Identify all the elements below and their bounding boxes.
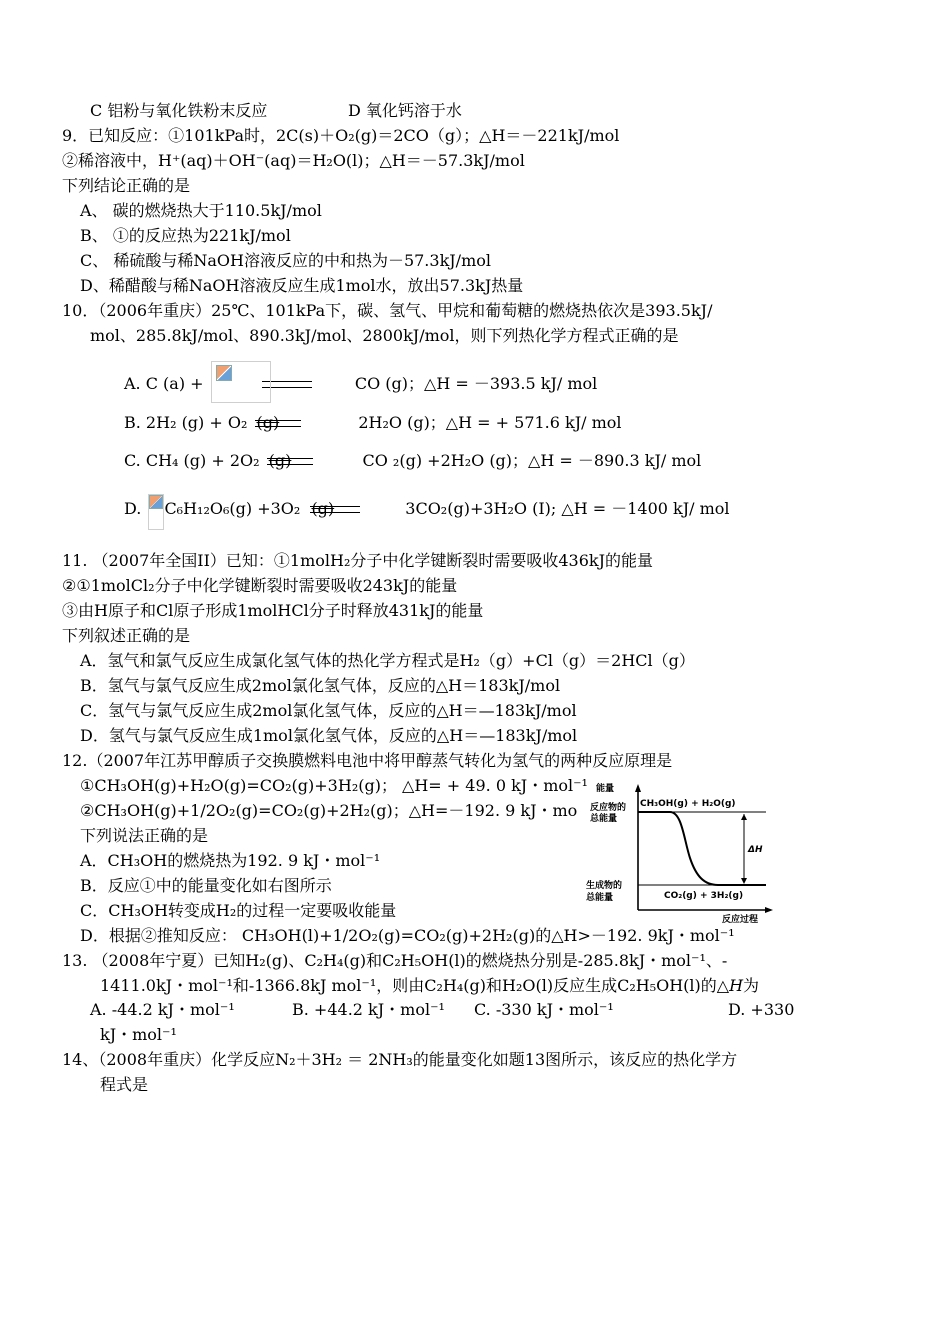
q9-stem-line1: 9．已知反应：①101kPa时，2C(s)＋O₂(g)＝2CO（g）；△H＝－221kJ/mol (62, 126, 620, 145)
q10-b-right: 2H₂O (g)；△H = + 571.6 kJ/ mol (358, 413, 622, 432)
q10-stem-line2: mol、285.8kJ/mol、890.3kJ/mol、2800kJ/mol，则下列热化学方程式正确的是 (90, 326, 679, 345)
broken-image-icon (148, 494, 164, 530)
delta-h-arrowhead-bottom (741, 878, 747, 884)
q13-option-d: D. +330 (728, 1000, 795, 1019)
q12-stem-line1: 12.（2007年江苏甲醇质子交换膜燃料电池中将甲醇蒸气转化为氢气的两种反应原理是 (62, 751, 673, 770)
q12-option-a: A．CH₃OH的燃烧热为192. 9 kJ・mol⁻¹ (80, 851, 381, 870)
q9-prompt: 下列结论正确的是 (62, 176, 191, 195)
reactant-species: CH₃OH(g) + H₂O(g) (640, 799, 736, 809)
reaction-equals-sign (310, 506, 360, 513)
broken-image-icon (211, 361, 271, 403)
q13-stem-line2 (100, 976, 759, 996)
q13-option-a: A. -44.2 kJ・mol⁻¹ (90, 1000, 235, 1019)
q12-option-b: B．反应①中的能量变化如右图所示 (80, 876, 332, 895)
q13-stem-line1: 13. （2008年宁夏）已知H₂(g)、C₂H₄(g)和C₂H₅OH(l)的燃烧热分别是-285.8kJ・mol⁻¹、- (62, 951, 728, 970)
q10-option-c (124, 451, 701, 471)
q14-stem-line1: 14、（2008年重庆）化学反应N₂＋3H₂ ＝ 2NH₃的能量变化如题13图所示，该反应的热化学方 (62, 1050, 738, 1069)
reactant-label-2: 总能量 (590, 814, 618, 824)
y-axis-label: 能量 (596, 784, 615, 794)
delta-h-arrowhead-top (741, 814, 747, 820)
y-axis-arrow (635, 784, 641, 792)
q10-stem-line1: 10．（2006年重庆）25℃、101kPa下，碳、氢气、甲烷和葡萄糖的燃烧热依次是393.5kJ/ (62, 301, 713, 320)
delta-h-label: ΔH (748, 845, 763, 855)
q9-option-c: C、 稀硫酸与稀NaOH溶液反应的中和热为－57.3kJ/mol (80, 251, 491, 270)
q10-c-left: C. CH₄ (g) + 2O₂ (124, 451, 260, 470)
product-label-2: 总能量 (586, 893, 614, 903)
q13-option-b: B. +44.2 kJ・mol⁻¹ (292, 1000, 445, 1019)
q12-prompt: 下列说法正确的是 (80, 826, 209, 845)
q10-c-state: (g) (268, 451, 292, 470)
q8-option-c: C 铝粉与氧化铁粉末反应 (90, 101, 268, 120)
q11-option-b: B．氢气与氯气反应生成2mol氯化氢气体，反应的△H＝183kJ/mol (80, 676, 561, 695)
q10-d-left: D. (124, 499, 142, 518)
q12-reaction-1: ①CH₃OH(g)+H₂O(g)=CO₂(g)+3H₂(g)； △H= + 49. 0 kJ・mol⁻¹ (80, 776, 588, 795)
q12-option-c: C．CH₃OH转变成H₂的过程一定要吸收能量 (80, 901, 397, 920)
q8-option-d: D 氧化钙溶于水 (348, 101, 462, 120)
q11-stem-line3: ③由H原子和Cl原子形成1molHCl分子时释放431kJ的能量 (62, 601, 484, 620)
q10-d-right: 3CO₂(g)+3H₂O (I); △H = －1400 kJ/ mol (405, 499, 730, 518)
q9-stem-line2: ②稀溶液中，H⁺(aq)＋OH⁻(aq)＝H₂O(l)；△H＝－57.3kJ/mol (62, 151, 525, 170)
q13-option-d-unit: kJ・mol⁻¹ (100, 1025, 177, 1044)
q10-d-state: (g) (311, 499, 335, 518)
q10-option-d (124, 494, 730, 530)
q10-b-state: (g) (256, 413, 280, 432)
product-species: CO₂(g) + 3H₂(g) (664, 891, 744, 901)
q11-option-d: D．氢气与氯气反应生成1mol氯化氢气体，反应的△H＝—183kJ/mol (80, 726, 578, 745)
q11-option-a: A．氢气和氯气反应生成氯化氢气体的热化学方程式是H₂（g）+Cl（g）＝2HCl（g） (80, 651, 695, 670)
q14-stem-line2: 程式是 (100, 1075, 149, 1094)
q11-stem-line2: ②①1molCl₂分子中化学键断裂时需要吸收243kJ的能量 (62, 576, 458, 595)
q13-stem-line2-post: 为 (743, 976, 760, 995)
q13-option-c: C. -330 kJ・mol⁻¹ (474, 1000, 614, 1019)
reactant-label-1: 反应物的 (590, 803, 627, 813)
q10-option-a (124, 361, 597, 403)
q9-option-b: B、 ①的反应热为221kJ/mol (80, 226, 291, 245)
q12-option-d: D．根据②推知反应： CH₃OH(l)+1/2O₂(g)=CO₂(g)+2H₂(g)的△H>－192. 9kJ・mol⁻¹ (80, 926, 735, 945)
q10-b-left: B. 2H₂ (g) + O₂ (124, 413, 248, 432)
energy-curve (638, 812, 766, 885)
product-label-1: 生成物的 (586, 881, 623, 891)
q10-c-right: CO ₂(g) +2H₂O (g)；△H = －890.3 kJ/ mol (362, 451, 702, 470)
q12-reaction-2: ②CH₃OH(g)+1/2O₂(g)=CO₂(g)+2H₂(g)；△H=－192. 9 kJ・mo (80, 801, 578, 820)
energy-diagram (578, 780, 778, 924)
q11-stem-line1: 11. （2007年全国II）已知：①1molH₂分子中化学键断裂时需要吸收436kJ的能量 (62, 551, 654, 570)
q10-d-mid: C₆H₁₂O₆(g) +3O₂ (164, 499, 301, 518)
q10-a-left: A. C (a) + (124, 374, 204, 393)
q11-option-c: C．氢气与氯气反应生成2mol氯化氢气体，反应的△H＝—183kJ/mol (80, 701, 577, 720)
q11-prompt: 下列叙述正确的是 (62, 626, 191, 645)
q13-stem-line2-pre: 1411.0kJ・mol⁻¹和-1366.8kJ mol⁻¹，则由C₂H₄(g)和H₂O(l)反应生成C₂H₅OH(l)的 (100, 976, 717, 995)
reaction-equals-sign (267, 458, 313, 465)
reaction-equals-sign (255, 420, 301, 427)
x-axis-label: 反应过程 (722, 915, 759, 924)
q10-a-right: CO (g)；△H = －393.5 kJ/ mol (354, 374, 598, 393)
q9-option-d: D、稀醋酸与稀NaOH溶液反应生成1mol水，放出57.3kJ热量 (80, 276, 524, 295)
q9-option-a: A、 碳的燃烧热大于110.5kJ/mol (80, 201, 322, 220)
q10-option-b (124, 413, 622, 433)
x-axis-arrow (765, 907, 773, 913)
q13-delta-h: △H (716, 976, 744, 995)
